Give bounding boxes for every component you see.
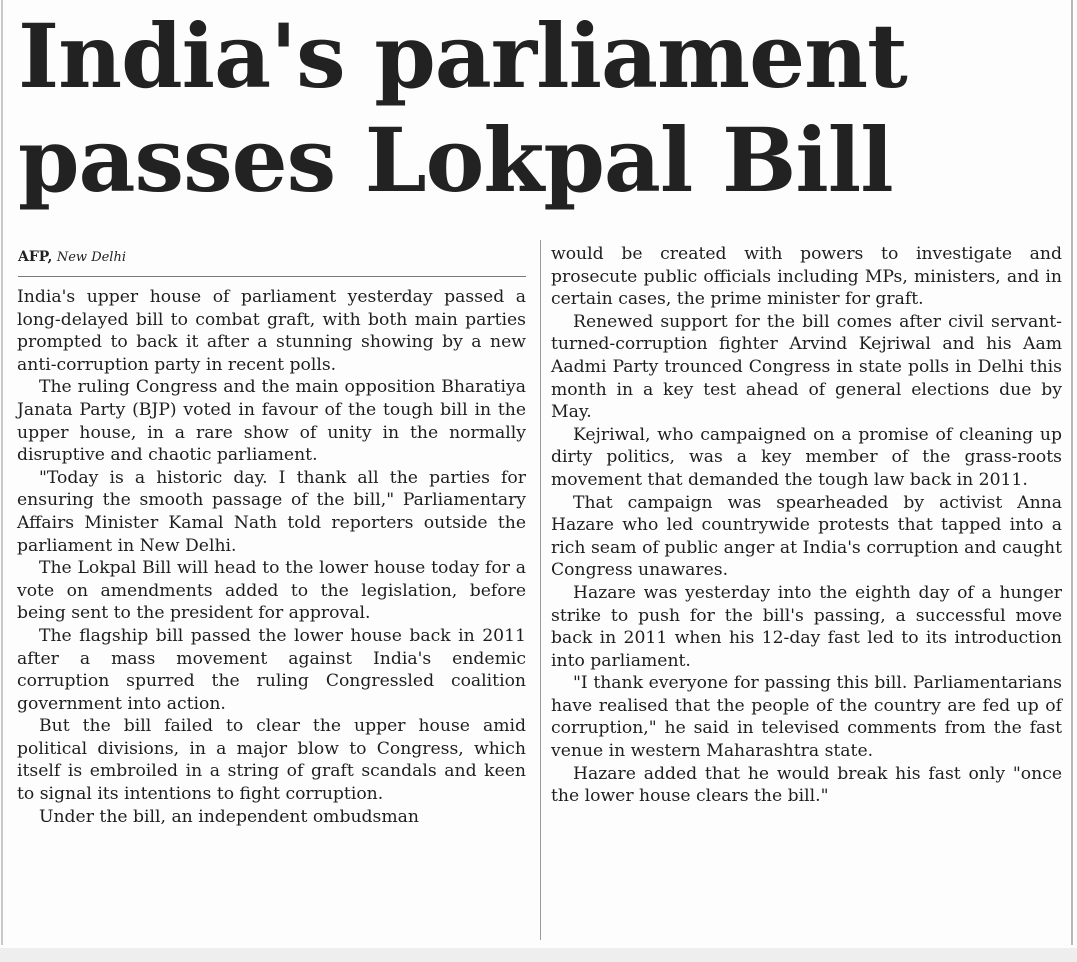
paragraph: Hazare added that he would break his fast only "once the lower house clears the bill."	[551, 763, 1062, 807]
paragraph: The flagship bill passed the lower house back in 2011 after a mass movement against India's endemic corruption spurred the ruling Congressled coalition government into action.	[17, 625, 526, 714]
headline-line-1: India's parliament	[18, 4, 907, 108]
paragraph: That campaign was spearheaded by activist Anna Hazare who led countrywide protests that tapped into a rich seam of public anger at India's corruption and caught Congress unawares.	[551, 492, 1062, 581]
paragraph: India's upper house of parliament yesterday passed a long-delayed bill to combat graft, with both main parties prompted to back it after a stunning showing by a new anti-corruption party in recent polls.	[17, 287, 526, 375]
body-column-2	[551, 243, 1062, 808]
headline-line-2: passes Lokpal Bill	[18, 108, 893, 212]
paragraph: But the bill failed to clear the upper house amid political divisions, in a major blow to Congress, which itself is embroiled in a string of graft scandals and keen to signal its intentions to fight corruption.	[17, 716, 526, 805]
paragraph: would be created with powers to investigate and prosecute public officials including MPs, ministers, and in certain cases, the prime minister for graft.	[551, 244, 1062, 310]
bottom-margin	[0, 948, 1077, 962]
paragraph: The Lokpal Bill will head to the lower house today for a vote on amendments added to the legislation, before being sent to the president for approval.	[17, 558, 526, 624]
dateline-rule	[18, 276, 526, 277]
dateline-agency: AFP,	[18, 249, 53, 265]
column-divider	[540, 240, 541, 940]
left-edge-shadow	[1, 0, 3, 945]
paragraph: The ruling Congress and the main opposition Bharatiya Janata Party (BJP) voted in favour of the tough bill in the upper house, in a rare show of unity in the normally disruptive and chaotic parliament.	[17, 377, 526, 466]
paragraph: Kejriwal, who campaigned on a promise of cleaning up dirty politics, was a key member of the grass-roots movement that demanded the tough law back in 2011.	[551, 424, 1062, 490]
headline	[18, 4, 1058, 212]
paragraph: "Today is a historic day. I thank all the parties for ensuring the smooth passage of the bill," Parliamentary Affairs Minister Kamal Nath told reporters outside the parliament in New Delhi.	[17, 467, 526, 556]
dateline	[18, 248, 126, 267]
paragraph: Hazare was yesterday into the eighth day of a hunger strike to push for the bill's passing, a successful move back in 2011 when his 12-day fast led to its introduction into parliament.	[551, 582, 1062, 671]
body-column-1	[17, 286, 526, 828]
dateline-city: New Delhi	[56, 250, 126, 265]
right-edge-shadow	[1071, 0, 1073, 945]
paragraph: "I thank everyone for passing this bill. Parliamentarians have realised that the people of the country are fed up of corruption," he said in televised comments from the fast venue in western Maharashtra state.	[551, 673, 1062, 762]
paragraph: Renewed support for the bill comes after civil servant-turned-corruption fighter Arvind Kejriwal and his Aam Aadmi Party trounced Congress in state polls in Delhi this month in a key test ahead of general elections due by May.	[551, 311, 1062, 423]
paragraph: Under the bill, an independent ombudsman	[39, 806, 419, 827]
